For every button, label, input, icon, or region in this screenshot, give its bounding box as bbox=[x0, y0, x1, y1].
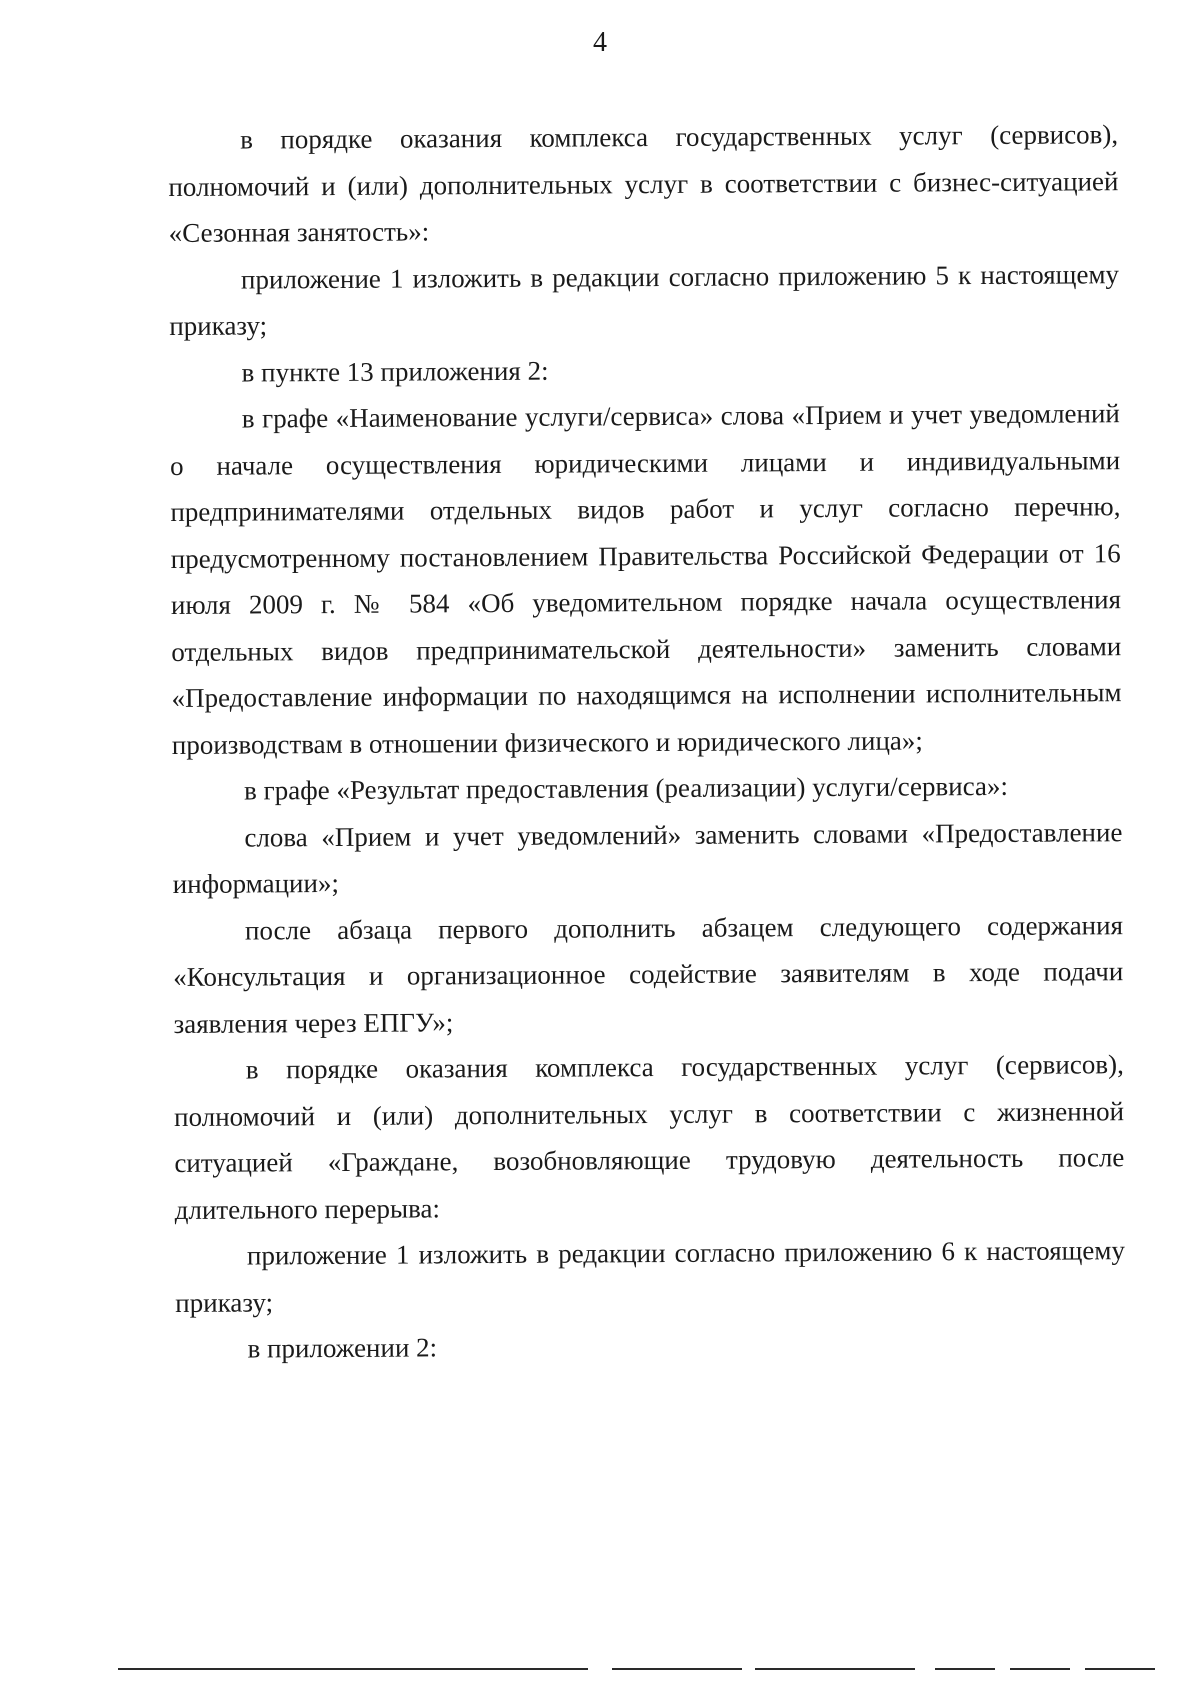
bottom-rule-segment bbox=[1010, 1668, 1070, 1670]
paragraph-10: в приложении 2: bbox=[247, 1332, 438, 1364]
paragraph-1: в порядке оказания комплекса государственных услуг (сервисов), полномочий и (или) дополнительных услуг в соответствии с бизнес-ситуацией «Сезонная занятость»: bbox=[168, 119, 1119, 248]
bottom-rule-segment bbox=[755, 1668, 915, 1670]
paragraph-9: приложение 1 изложить в редакции согласно приложению 6 к настоящему приказу; bbox=[175, 1235, 1126, 1318]
bottom-rule-segment bbox=[935, 1668, 995, 1670]
paragraph-7: после абзаца первого дополнить абзацем следующего содержания «Консультация и организационное содействие заявителям в ходе подачи заявления через ЕПГУ»; bbox=[173, 909, 1124, 1039]
paragraph-6: слова «Прием и учет уведомлений» заменить словами «Предоставление информации»; bbox=[172, 816, 1123, 899]
paragraph-2: приложение 1 изложить в редакции согласно приложению 5 к настоящему приказу; bbox=[169, 258, 1120, 341]
bottom-rule-segment bbox=[612, 1668, 742, 1670]
paragraph-8: в порядке оказания комплекса государственных услуг (сервисов), полномочий и (или) дополнительных услуг в соответствии с жизненной ситуацией «Граждане, возобновляющие трудовую деятельность после длительного перерыва: bbox=[174, 1049, 1125, 1225]
paragraph-3: в пункте 13 приложения 2: bbox=[241, 355, 549, 388]
paragraph-4: в графе «Наименование услуги/сервиса» слова «Прием и учет уведомлений о начале осуществления юридическими лицами и индивидуальными предпринимателями отдельных видов работ и услуг согласно перечню, предусмотренному постановлением Правительства Российской Федерации от 16 июля 2009 г. № 584 «Об уведомительном порядке начала осуществления отдельных видов предпринимательской деятельности» заменить словами «Предоставление информации по находящимся на исполнении исполнительным производствам в отношении физического и юридического лица»; bbox=[170, 398, 1122, 760]
page-number: 4 bbox=[593, 27, 607, 58]
bottom-rule-segment bbox=[1085, 1668, 1155, 1670]
bottom-rule-segment bbox=[118, 1668, 588, 1670]
document-body bbox=[168, 111, 1126, 1372]
paragraph-5: в графе «Результат предоставления (реализации) услуги/сервиса»: bbox=[244, 770, 1009, 806]
